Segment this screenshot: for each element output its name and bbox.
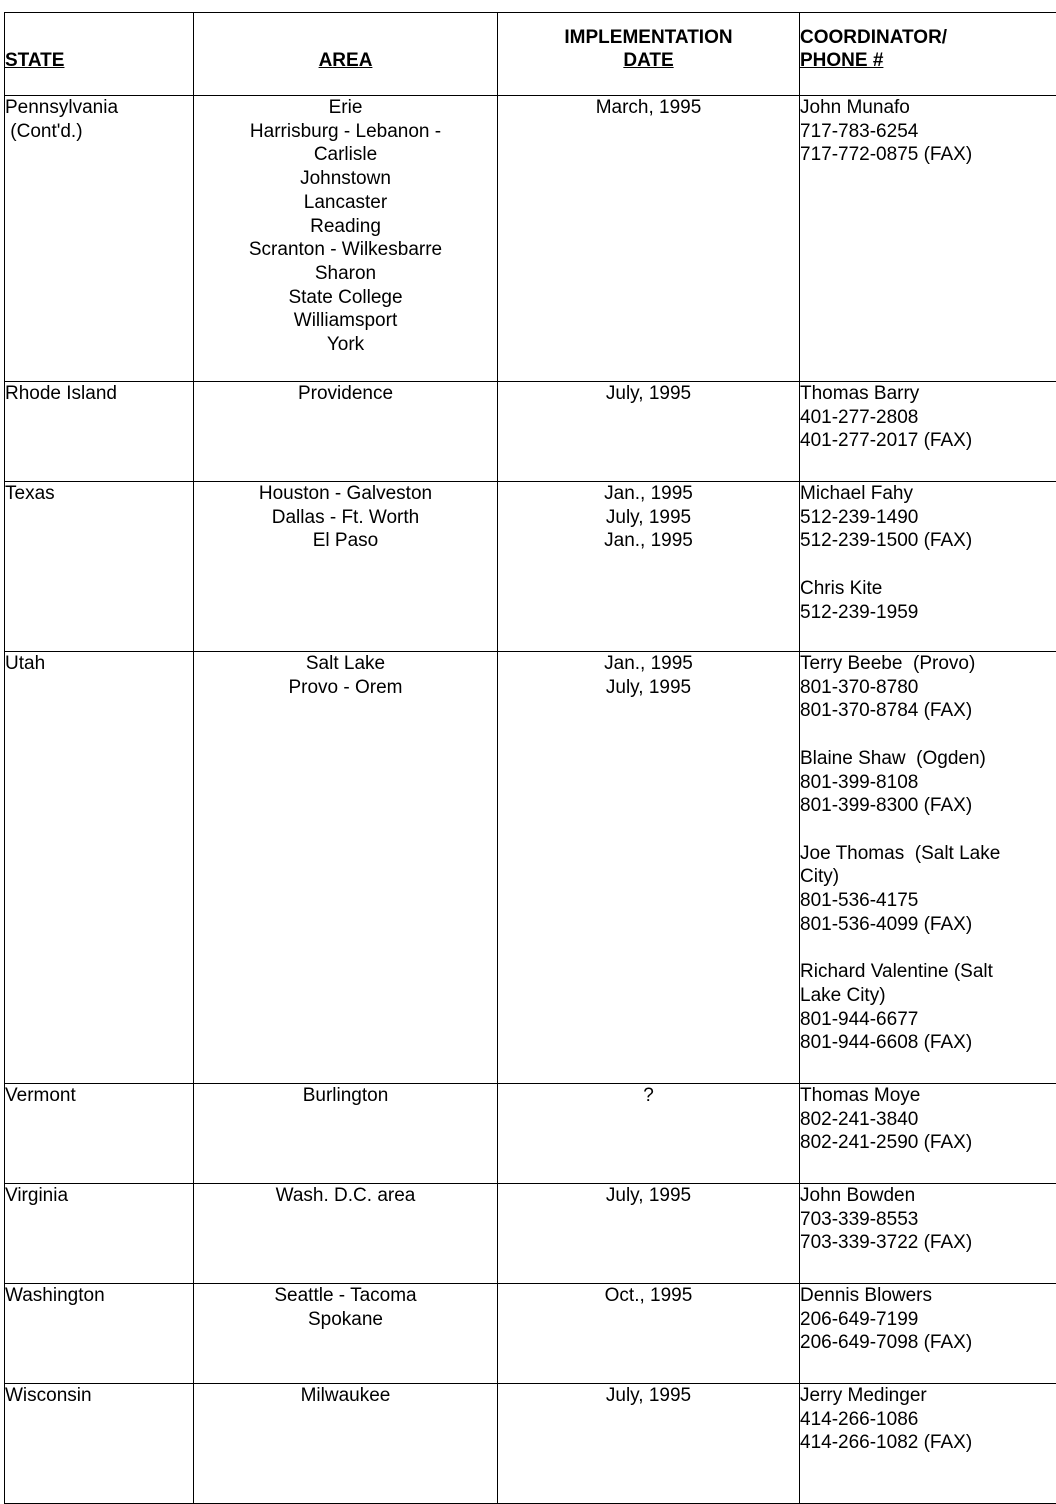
coordinator-spacer — [800, 936, 1056, 960]
coordinator-line: Chris Kite — [800, 577, 1056, 601]
date-cell — [498, 1384, 800, 1504]
coordinator-cell — [800, 96, 1056, 382]
table-row — [5, 482, 1056, 652]
area-name: Williamsport — [194, 309, 497, 333]
state-cell — [5, 1384, 194, 1504]
area-name: Spokane — [194, 1308, 497, 1332]
implementation-date: ? — [498, 1084, 799, 1108]
state-name: Washington — [5, 1284, 193, 1308]
coordinator-line: 206-649-7098 (FAX) — [800, 1331, 1056, 1355]
area-name: Reading — [194, 215, 497, 239]
coordinator-line: 512-239-1500 (FAX) — [800, 529, 1056, 553]
area-name: Harrisburg - Lebanon - — [194, 120, 497, 144]
state-name: Wisconsin — [5, 1384, 193, 1408]
coordinator-line: 401-277-2808 — [800, 406, 1056, 430]
coordinator-line: Jerry Medinger — [800, 1384, 1056, 1408]
state-name: Rhode Island — [5, 382, 193, 406]
coordinator-line: 206-649-7199 — [800, 1308, 1056, 1332]
coordinator-line: 703-339-8553 — [800, 1208, 1056, 1232]
area-name: Milwaukee — [194, 1384, 497, 1408]
coordinator-line: 801-536-4175 — [800, 889, 1056, 913]
table-body — [5, 96, 1056, 1504]
coordinator-line: Joe Thomas (Salt Lake — [800, 842, 1056, 866]
coordinator-line: City) — [800, 865, 1056, 889]
area-name: Houston - Galveston — [194, 482, 497, 506]
area-name: Providence — [194, 382, 497, 406]
area-cell — [194, 1184, 498, 1284]
area-cell — [194, 1384, 498, 1504]
state-cell — [5, 1284, 194, 1384]
header-row — [5, 13, 1056, 96]
coordinator-cell — [800, 1384, 1056, 1504]
coordinator-line: 801-536-4099 (FAX) — [800, 913, 1056, 937]
coordinator-table — [4, 12, 1056, 1504]
coordinator-line: 801-944-6677 — [800, 1008, 1056, 1032]
area-name: Seattle - Tacoma — [194, 1284, 497, 1308]
date-cell — [498, 482, 800, 652]
area-name: Johnstown — [194, 167, 497, 191]
area-name: Lancaster — [194, 191, 497, 215]
table-row — [5, 382, 1056, 482]
table-row — [5, 652, 1056, 1084]
implementation-date: Jan., 1995 — [498, 482, 799, 506]
coordinator-line: Blaine Shaw (Ogden) — [800, 747, 1056, 771]
area-name: Burlington — [194, 1084, 497, 1108]
area-cell — [194, 96, 498, 382]
state-name: (Cont'd.) — [5, 120, 193, 144]
coordinator-line: 801-944-6608 (FAX) — [800, 1031, 1056, 1055]
state-name: Virginia — [5, 1184, 193, 1208]
table-row — [5, 96, 1056, 382]
coordinator-line: 414-266-1086 — [800, 1408, 1056, 1432]
date-cell — [498, 382, 800, 482]
area-cell — [194, 1084, 498, 1184]
coordinator-line: Thomas Moye — [800, 1084, 1056, 1108]
coordinator-line: Richard Valentine (Salt — [800, 960, 1056, 984]
date-cell — [498, 1084, 800, 1184]
date-cell — [498, 96, 800, 382]
state-cell — [5, 1084, 194, 1184]
table-row — [5, 1384, 1056, 1504]
implementation-date: July, 1995 — [498, 382, 799, 406]
state-cell — [5, 382, 194, 482]
coordinator-line: 703-339-3722 (FAX) — [800, 1231, 1056, 1255]
area-name: Erie — [194, 96, 497, 120]
coordinator-line: 512-239-1490 — [800, 506, 1056, 530]
table-row — [5, 1284, 1056, 1384]
area-cell — [194, 652, 498, 1084]
coordinator-line: 512-239-1959 — [800, 601, 1056, 625]
header-state: STATE — [5, 13, 194, 96]
header-area: AREA — [194, 13, 498, 96]
date-cell — [498, 652, 800, 1084]
area-name: Salt Lake — [194, 652, 497, 676]
coordinator-line: John Munafo — [800, 96, 1056, 120]
area-name: Scranton - Wilkesbarre — [194, 238, 497, 262]
area-cell — [194, 382, 498, 482]
header-implementation-date: IMPLEMENTATION DATE — [498, 13, 800, 96]
state-name: Pennsylvania — [5, 96, 193, 120]
header-coordinator-phone: COORDINATOR/ PHONE # — [800, 13, 1056, 96]
implementation-date: July, 1995 — [498, 1184, 799, 1208]
implementation-date: Oct., 1995 — [498, 1284, 799, 1308]
implementation-date: Jan., 1995 — [498, 652, 799, 676]
implementation-date: July, 1995 — [498, 676, 799, 700]
area-name: York — [194, 333, 497, 357]
coordinator-spacer — [800, 553, 1056, 577]
state-cell — [5, 1184, 194, 1284]
date-cell — [498, 1184, 800, 1284]
coordinator-line: Dennis Blowers — [800, 1284, 1056, 1308]
coordinator-cell — [800, 1284, 1056, 1384]
coordinator-line: 801-399-8108 — [800, 771, 1056, 795]
state-name: Utah — [5, 652, 193, 676]
coordinator-line: Lake City) — [800, 984, 1056, 1008]
state-cell — [5, 482, 194, 652]
coordinator-cell — [800, 1084, 1056, 1184]
coordinator-cell — [800, 382, 1056, 482]
date-cell — [498, 1284, 800, 1384]
coordinator-cell — [800, 1184, 1056, 1284]
coordinator-spacer — [800, 723, 1056, 747]
table-row — [5, 1084, 1056, 1184]
state-name: Vermont — [5, 1084, 193, 1108]
coordinator-line: Thomas Barry — [800, 382, 1056, 406]
area-name: Wash. D.C. area — [194, 1184, 497, 1208]
implementation-date: March, 1995 — [498, 96, 799, 120]
implementation-date: July, 1995 — [498, 506, 799, 530]
coordinator-line: 802-241-2590 (FAX) — [800, 1131, 1056, 1155]
coordinator-line: Michael Fahy — [800, 482, 1056, 506]
state-name: Texas — [5, 482, 193, 506]
implementation-date: July, 1995 — [498, 1384, 799, 1408]
area-name: State College — [194, 286, 497, 310]
area-cell — [194, 482, 498, 652]
area-name: Carlisle — [194, 143, 497, 167]
coordinator-line: 401-277-2017 (FAX) — [800, 429, 1056, 453]
state-cell — [5, 96, 194, 382]
coordinator-line: 801-370-8784 (FAX) — [800, 699, 1056, 723]
table-row — [5, 1184, 1056, 1284]
coordinator-line: 801-399-8300 (FAX) — [800, 794, 1056, 818]
coordinator-line: 717-783-6254 — [800, 120, 1056, 144]
coordinator-cell — [800, 482, 1056, 652]
coordinator-line: 717-772-0875 (FAX) — [800, 143, 1056, 167]
area-name: Provo - Orem — [194, 676, 497, 700]
coordinator-line: 802-241-3840 — [800, 1108, 1056, 1132]
area-name: Dallas - Ft. Worth — [194, 506, 497, 530]
state-cell — [5, 652, 194, 1084]
implementation-date: Jan., 1995 — [498, 529, 799, 553]
area-cell — [194, 1284, 498, 1384]
coordinator-cell — [800, 652, 1056, 1084]
coordinator-line: 801-370-8780 — [800, 676, 1056, 700]
coordinator-line: 414-266-1082 (FAX) — [800, 1431, 1056, 1455]
area-name: Sharon — [194, 262, 497, 286]
coordinator-spacer — [800, 818, 1056, 842]
coordinator-line: Terry Beebe (Provo) — [800, 652, 1056, 676]
coordinator-line: John Bowden — [800, 1184, 1056, 1208]
area-name: El Paso — [194, 529, 497, 553]
